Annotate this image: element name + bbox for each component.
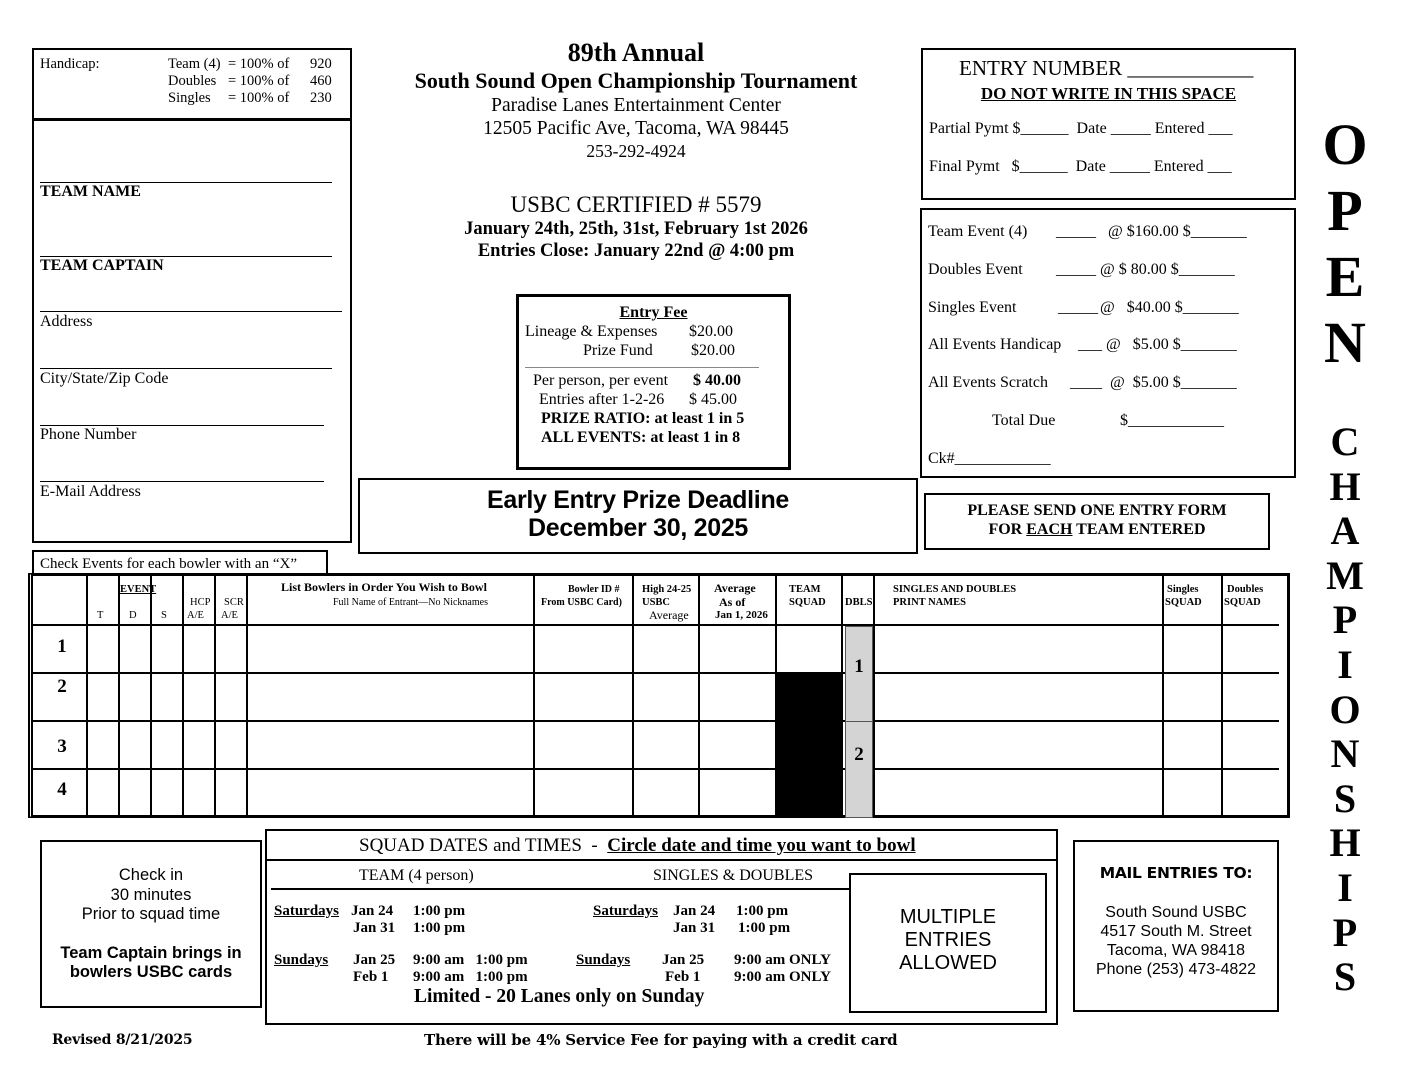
handicap-label: Handicap:	[40, 56, 100, 72]
sd-sat-time-1[interactable]: 1:00 pm	[736, 903, 789, 919]
team-sat-time-1[interactable]: 1:00 pm	[413, 903, 466, 919]
please-send-line2: FOR EACH TEAM ENTERED	[988, 521, 1206, 538]
handicap-row-doubles: Doubles = 100% of 460	[168, 73, 332, 89]
header-scr-ae: A/E	[221, 610, 238, 621]
final-payment-line: Final Pymt $______ Date _____ Entered ___	[929, 158, 1232, 175]
mail-city: Tacoma, WA 98418	[1106, 942, 1246, 959]
row-number-3: 3	[57, 736, 67, 757]
header-high-usbc: USBC	[642, 597, 671, 608]
header-bowler-id: Bowler ID #	[568, 584, 620, 595]
total-due-label: Total Due	[992, 412, 1056, 429]
row-divider	[33, 624, 1279, 626]
row-divider	[33, 672, 1279, 674]
header-high-avg: High 24-25	[642, 584, 692, 595]
address-label: Address	[40, 313, 93, 330]
col-divider	[841, 576, 843, 815]
team-squad-blocked	[777, 672, 841, 818]
team-sat-date-1[interactable]: Jan 24	[351, 903, 394, 919]
team-qty-input[interactable]: _____	[1056, 223, 1096, 240]
check-in-line4: Team Captain brings in	[60, 943, 242, 962]
address-input[interactable]	[40, 311, 342, 312]
col-divider	[1221, 576, 1223, 815]
city-state-zip-label: City/State/Zip Code	[40, 370, 169, 387]
ae-hcp-amount-input[interactable]: @ $5.00 $_______	[1106, 336, 1237, 353]
team-info-box	[32, 119, 352, 543]
header-event: EVENT	[120, 584, 157, 595]
team-sat-time-2[interactable]: 1:00 pm	[413, 920, 466, 936]
check-number-input[interactable]: Ck#____________	[928, 450, 1051, 467]
total-due-input[interactable]: $____________	[1120, 412, 1224, 429]
team-sun-date-1[interactable]: Jan 25	[353, 952, 396, 968]
team-sundays-label: Sundays	[274, 952, 329, 968]
col-divider	[698, 576, 700, 815]
early-entry-line2: December 30, 2025	[527, 514, 749, 542]
late-entry-label: Entries after 1-2-26	[539, 391, 665, 408]
all-events-ratio: ALL EVENTS: at least 1 in 8	[541, 429, 741, 446]
sd-sun-date-1[interactable]: Jan 25	[662, 952, 705, 968]
service-fee-notice: There will be 4% Service Fee for paying with a credit card	[424, 1031, 898, 1049]
sd-sat-date-2[interactable]: Jan 31	[673, 920, 716, 936]
header-singles-squad: Singles	[1167, 584, 1199, 595]
partial-payment-line: Partial Pymt $______ Date _____ Entered ___	[929, 120, 1233, 137]
header-team-squad-2: SQUAD	[789, 597, 826, 608]
header-avg: Average	[714, 581, 756, 595]
do-not-write-notice: DO NOT WRITE IN THIS SPACE	[980, 84, 1237, 103]
mail-phone: Phone (253) 473-4822	[1095, 961, 1257, 978]
col-divider	[118, 576, 120, 815]
team-captain-label: TEAM CAPTAIN	[40, 257, 164, 274]
header-s: S	[161, 610, 167, 621]
entry-fee-title: Entry Fee	[619, 304, 688, 321]
tournament-header	[360, 38, 912, 262]
venue-phone: 253-292-4924	[586, 141, 686, 161]
divider	[525, 367, 759, 368]
per-person-value: $ 40.00	[693, 372, 741, 389]
sd-sat-date-1[interactable]: Jan 24	[673, 903, 716, 919]
sd-sat-time-2[interactable]: 1:00 pm	[738, 920, 791, 936]
check-in-line5: bowlers USBC cards	[69, 963, 233, 981]
dbls-pair-2: 2	[854, 744, 864, 765]
check-in-notice	[40, 840, 262, 1008]
bowlers-table	[28, 573, 1290, 818]
prize-fund-value: $20.00	[691, 342, 735, 359]
tournament-dates: January 24th, 25th, 31st, February 1st 2026	[464, 219, 808, 239]
col-divider	[873, 576, 875, 815]
per-person-label: Per person, per event	[533, 372, 669, 389]
doubles-qty-input[interactable]: _____	[1056, 261, 1096, 278]
prize-fund-label: Prize Fund	[583, 342, 653, 359]
row-divider	[33, 768, 1279, 770]
header-bowler-id-sub: From USBC Card)	[541, 597, 622, 608]
multiple-line2: ENTRIES	[904, 929, 992, 951]
header-doubles-squad-2: SQUAD	[1224, 597, 1261, 608]
bowler-name-input-4[interactable]	[248, 770, 533, 816]
bowler-name-input-3[interactable]	[248, 722, 533, 768]
email-label: E-Mail Address	[40, 483, 141, 500]
col-divider	[182, 576, 184, 815]
header-hcp: HCP	[190, 597, 211, 608]
sd-sun-time-2[interactable]: 9:00 am ONLY	[734, 969, 831, 985]
multiple-line3: ALLOWED	[899, 952, 997, 974]
check-in-line1: Check in	[118, 866, 184, 884]
lineage-value: $20.00	[689, 323, 733, 340]
dbls-pair-1: 1	[854, 656, 864, 677]
fees-box: Team Event (4) _____ @ $160.00 $_______ Doubles Event _____ @ $ 80.00 $_______ Singles Event _____ @ $40.00 $_______ All Events Handicap ___ @ $5.00 $_______ All Events Scratch ____ @ $5.00 $_______ Total Due $____________ Ck#____________	[920, 208, 1296, 478]
mail-title: MAIL ENTRIES TO:	[1099, 864, 1253, 882]
ae-hcp-qty-input[interactable]: ___	[1078, 336, 1102, 353]
lineage-label: Lineage & Expenses	[525, 323, 658, 340]
header-list-sub: Full Name of Entrant—No Nicknames	[333, 597, 488, 608]
entry-number-label: ENTRY NUMBER ____________	[959, 56, 1254, 80]
edition-title: 89th Annual	[567, 38, 705, 67]
check-events-label: Check Events for each bowler with an “X”	[32, 550, 328, 576]
ae-scr-amount-input[interactable]: @ $5.00 $_______	[1110, 374, 1237, 391]
header-sd-names: SINGLES AND DOUBLES	[893, 584, 1017, 595]
side-banner-open: O P E N	[1322, 112, 1368, 375]
row-number-4: 4	[57, 779, 67, 800]
please-send-line1: PLEASE SEND ONE ENTRY FORM	[967, 502, 1227, 519]
prize-ratio: PRIZE RATIO: at least 1 in 5	[541, 410, 745, 427]
row-divider	[33, 720, 1279, 722]
dbls-column-shaded	[845, 626, 873, 818]
email-input[interactable]	[40, 481, 324, 482]
header-avg-date: Jan 1, 2026	[715, 609, 768, 621]
singles-qty-input[interactable]: _____	[1058, 299, 1098, 316]
multiple-line1: MULTIPLE	[899, 906, 997, 928]
row-number-1: 1	[57, 636, 67, 657]
please-send-notice	[924, 493, 1270, 550]
singles-amount-input[interactable]: @ $40.00 $_______	[1100, 299, 1239, 316]
multiple-entries-notice	[849, 873, 1047, 1013]
city-state-zip-input[interactable]	[40, 368, 332, 369]
handicap-row-singles: Singles = 100% of 230	[168, 90, 332, 106]
team-sun-times-1[interactable]: 9:00 am 1:00 pm	[413, 952, 528, 968]
revised-date: Revised 8/21/2025	[52, 1032, 193, 1048]
col-divider	[632, 576, 634, 815]
entry-fee-box	[516, 294, 791, 470]
handicap-row-team: Team (4) = 100% of 920	[168, 56, 332, 72]
entries-close: Entries Close: January 22nd @ 4:00 pm	[477, 241, 795, 261]
header-dbls: DBLS	[845, 597, 873, 608]
header-t: T	[97, 610, 104, 621]
mail-entries-box	[1073, 840, 1279, 1012]
team-saturdays-label: Saturdays	[274, 903, 340, 919]
header-scr: SCR	[224, 597, 244, 608]
ae-scr-qty-input[interactable]: ____	[1070, 374, 1102, 391]
usbc-certified: USBC CERTIFIED # 5579	[510, 192, 762, 217]
team-sun-times-2[interactable]: 9:00 am 1:00 pm	[413, 969, 528, 985]
team-squad-header: TEAM (4 person)	[359, 867, 474, 884]
header-list-bowlers: List Bowlers in Order You Wish to Bowl	[281, 580, 487, 594]
side-banner-championships: C H A M P I O N S H I P S	[1326, 419, 1364, 1000]
sd-sundays-label: Sundays	[576, 952, 631, 968]
sd-saturdays-label: Saturdays	[593, 903, 659, 919]
check-in-line3: Prior to squad time	[81, 905, 221, 923]
office-use-box	[921, 48, 1296, 200]
header-sd-print: PRINT NAMES	[893, 597, 967, 608]
bowler-name-input-2[interactable]	[248, 674, 533, 720]
venue-address: 12505 Pacific Ave, Tacoma, WA 98445	[483, 118, 789, 139]
team-amount-input[interactable]: @ $160.00 $_______	[1108, 223, 1247, 240]
dbls-divider	[845, 721, 873, 722]
col-divider	[214, 576, 216, 815]
limited-lanes-note: Limited - 20 Lanes only on Sunday	[414, 986, 705, 1007]
header-singles-squad-2: SQUAD	[1165, 597, 1202, 608]
check-in-line2: 30 minutes	[110, 885, 192, 904]
team-sun-date-2[interactable]: Feb 1	[353, 969, 389, 985]
venue-name: Paradise Lanes Entertainment Center	[491, 95, 781, 116]
sd-sun-date-2[interactable]: Feb 1	[665, 969, 701, 985]
mail-street: 4517 South M. Street	[1100, 923, 1252, 940]
col-divider	[1162, 576, 1164, 815]
mail-name: South Sound USBC	[1105, 904, 1247, 921]
divider	[267, 859, 1056, 861]
phone-label: Phone Number	[40, 426, 137, 443]
tournament-title: South Sound Open Championship Tournament	[414, 68, 858, 93]
header-d: D	[129, 610, 137, 621]
doubles-amount-input[interactable]: @ $ 80.00 $_______	[1100, 261, 1235, 278]
col-divider	[533, 576, 535, 815]
header-high-average: Average	[649, 608, 689, 622]
header-team-squad: TEAM	[789, 584, 821, 595]
header-hcp-ae: A/E	[187, 610, 204, 621]
col-divider	[150, 576, 152, 815]
handicap-box	[32, 48, 352, 120]
team-sat-date-2[interactable]: Jan 31	[353, 920, 396, 936]
sd-sun-time-1[interactable]: 9:00 am ONLY	[734, 952, 831, 968]
row-number-2: 2	[57, 676, 67, 697]
early-entry-line1: Early Entry Prize Deadline	[486, 486, 790, 514]
squad-title: SQUAD DATES and TIMES - Circle date and time you want to bowl	[359, 835, 916, 856]
team-name-label: TEAM NAME	[40, 183, 141, 200]
divider	[271, 888, 849, 890]
header-doubles-squad: Doubles	[1227, 584, 1264, 595]
bowler-name-input-1[interactable]	[248, 626, 533, 672]
early-entry-deadline	[358, 478, 918, 554]
header-avg-asof: As of	[719, 595, 746, 609]
late-entry-value: $ 45.00	[689, 391, 737, 408]
sd-squad-header: SINGLES & DOUBLES	[653, 867, 814, 884]
